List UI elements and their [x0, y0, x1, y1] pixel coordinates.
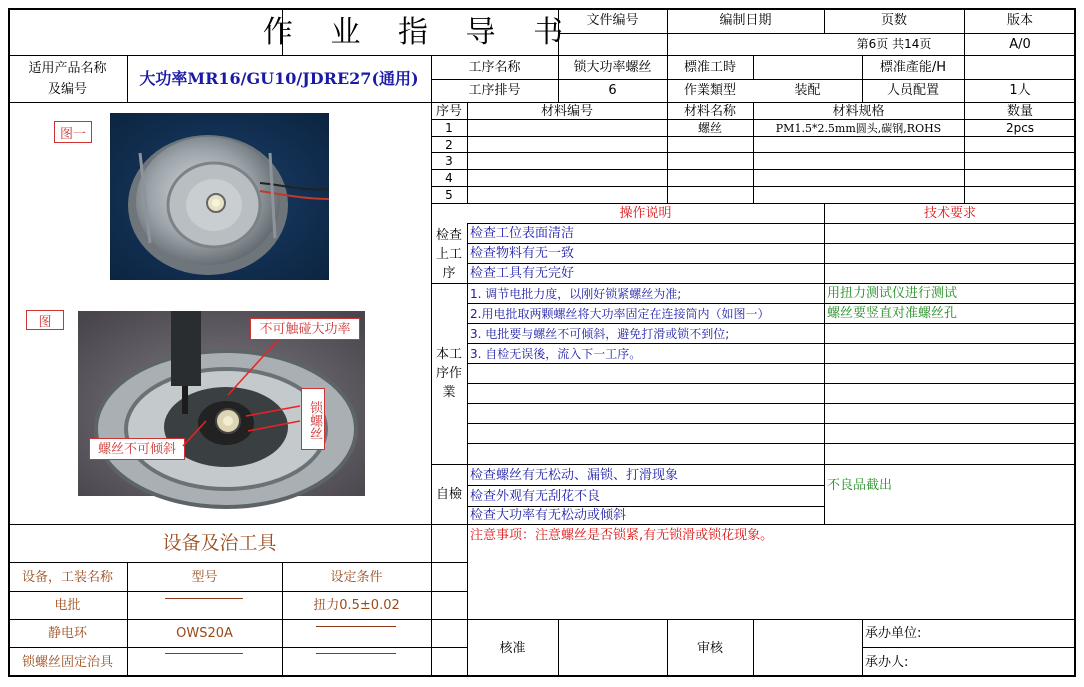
- equip-row-2-name: 静电环: [47, 626, 87, 641]
- version-label: 版本: [1006, 13, 1033, 28]
- pages-value: 第6页 共14页: [856, 37, 932, 51]
- tech-header: 技术要求: [923, 206, 976, 221]
- self-check-2: 检查外观有无刮花不良: [470, 488, 601, 504]
- op-header: 操作说明: [619, 206, 672, 221]
- page-title: 作 业 指 导 书: [262, 14, 578, 50]
- callout-arrows: [78, 311, 365, 496]
- mat-row-3-no: 3: [445, 154, 453, 168]
- mat-row-1-spec: PM1.5*2.5mm圆头,碳钢,ROHS: [775, 121, 942, 135]
- date-label: 编制日期: [719, 13, 772, 28]
- person-label: 承办人:: [865, 654, 909, 670]
- figure-2-tag: 图: [26, 310, 64, 330]
- mat-row-4-no: 4: [445, 171, 453, 185]
- self-check-tech: 不良品截出: [827, 477, 893, 493]
- mat-col-qty: 数量: [1006, 103, 1033, 119]
- equip-row-3-name: 锁螺丝固定治具: [21, 654, 113, 670]
- process-name-value: 锁大功率螺丝: [573, 59, 652, 75]
- this-proc-label-3: 業: [442, 385, 456, 400]
- work-type-value: 装配: [794, 83, 821, 98]
- this-proc-step-2: 2.用电批取两颗螺丝将大功率固定在连接筒内（如图一）: [470, 306, 770, 321]
- check-prev-2: 检查物料有无一致: [470, 246, 575, 261]
- equip-col-model: 型号: [191, 569, 218, 585]
- check-prev-label-1: 检查: [435, 228, 462, 243]
- this-proc-tech-1: 用扭力测试仪进行测试: [827, 286, 958, 301]
- process-no-label: 工序排号: [468, 83, 521, 98]
- check-prev-label: [431, 226, 467, 282]
- mat-row-1-no: 1: [445, 121, 453, 135]
- check-prev-label-3: 序: [442, 266, 456, 281]
- this-proc-label: [431, 345, 467, 405]
- staff-value: 1人: [1009, 83, 1031, 98]
- product-label-1: 适用产品名称: [28, 60, 107, 76]
- notes-text: 注意事项：注意螺丝是否锁紧,有无锁滑或锁花现象。: [470, 527, 774, 543]
- mat-row-1-qty: 2pcs: [1005, 121, 1035, 135]
- process-name-label: 工序名称: [468, 59, 521, 75]
- review-label: 审核: [696, 641, 723, 656]
- figure-1-photo: [110, 113, 329, 280]
- doc-no-label: 文件编号: [586, 13, 639, 28]
- equip-col-setting: 设定条件: [330, 569, 383, 585]
- this-proc-step-4: 3. 自检无误後，流入下一工序。: [470, 346, 642, 361]
- mat-row-2-no: 2: [445, 137, 453, 152]
- equip-row-2-model: OWS20A: [176, 626, 233, 641]
- self-check-label: 自檢: [435, 487, 462, 502]
- product-label-2: 及编号: [47, 81, 87, 97]
- version-value: A/0: [1009, 36, 1031, 52]
- self-check-3: 检查大功率有无松动或倾斜: [470, 508, 627, 523]
- equip-row-1-name: 电批: [54, 598, 81, 613]
- this-proc-label-2: 序作: [435, 366, 462, 381]
- callout-lock-screw: 锁螺丝: [301, 388, 325, 450]
- equipment-title: 设备及治工具: [162, 532, 277, 554]
- unit-label: 承办单位:: [865, 626, 922, 641]
- approve-label: 核准: [499, 641, 526, 656]
- mat-row-5-no: 5: [445, 188, 453, 202]
- self-check-1: 检查螺丝有无松动、漏锁、打滑现象: [470, 467, 679, 483]
- this-proc-step-3: 3. 电批要与螺丝不可倾斜，避免打滑或锁不到位;: [470, 326, 730, 341]
- mat-row-1-name: 螺丝: [697, 121, 722, 135]
- process-no-value: 6: [608, 83, 617, 98]
- mat-col-name: 材料名称: [683, 103, 736, 119]
- check-prev-label-2: 上工: [435, 247, 462, 262]
- work-type-label: 作業類型: [683, 83, 736, 98]
- mat-col-code: 材料编号: [540, 103, 593, 119]
- callout-no-touch: 不可触碰大功率: [250, 318, 360, 340]
- this-proc-label-1: 本工: [435, 347, 462, 362]
- staff-label: 人员配置: [886, 83, 939, 98]
- figure-1-tag: 图一: [54, 121, 92, 143]
- mat-col-spec: 材料规格: [832, 103, 885, 119]
- mat-col-no: 序号: [435, 103, 462, 119]
- this-proc-tech-2: 螺丝要竖直对准螺丝孔: [827, 306, 958, 321]
- product-value: 大功率MR16/GU10/JDRE27(通用): [139, 68, 419, 88]
- std-time-label: 標准工時: [683, 59, 736, 75]
- equip-row-1-setting: 扭力0.5±0.02: [313, 598, 400, 613]
- std-capacity-label: 標准產能/H: [879, 59, 947, 75]
- check-prev-1: 检查工位表面清洁: [470, 226, 575, 241]
- this-proc-step-1: 1. 调节电批力度，以刚好锁紧螺丝为准;: [470, 286, 682, 301]
- equip-col-name: 设备，工装名称: [21, 569, 113, 585]
- pages-label: 页数: [880, 13, 907, 28]
- callout-no-tilt: 螺丝不可倾斜: [89, 438, 185, 460]
- check-prev-3: 检查工具有无完好: [470, 266, 575, 281]
